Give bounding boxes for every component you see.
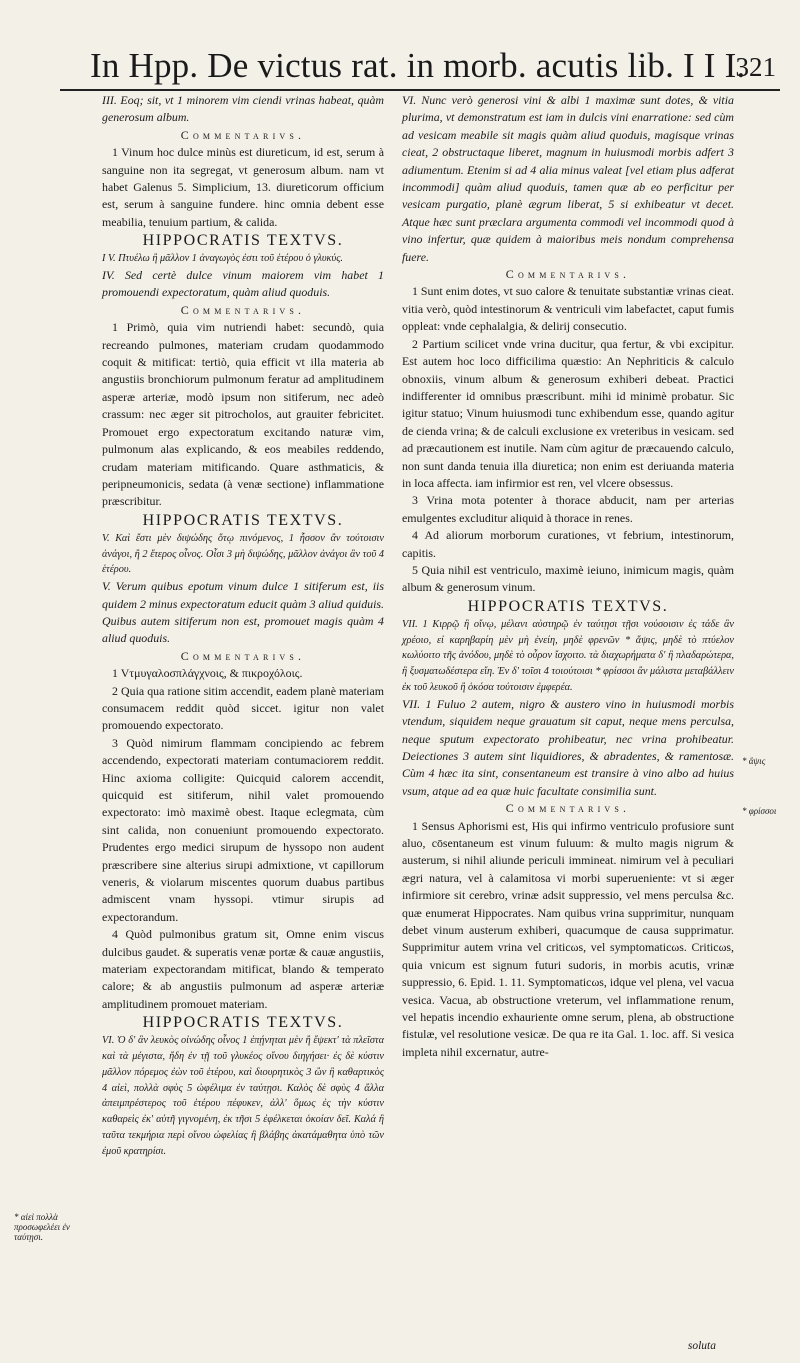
right-column — [402, 92, 734, 1061]
section-heading: HIPPOCRATIS TEXTVS. — [142, 1014, 344, 1032]
section-heading: HIPPOCRATIS TEXTVS. — [142, 511, 344, 529]
greek-text: VI. Ὁ δ' ἂν λευκὸς οἰνώδης οἶνος 1 ἐπῄνηται μὲν ἢ ἔψεκτ' τὰ πλεῖστα καὶ τὰ μέγιστα, ἤδη ἐν τῇ τοῦ γλυκέος οἴνου διηγήσει· ἐς δὲ κύστιν μᾶλλον πόρεμος ἐὼν τοῦ ἑτέρου, καὶ διουρητικὸς 3 ὢν ἢ καθαρτικὸς 4 αἰεὶ, πολλὰ σφὺς 5 ὠφέλιμα ἐν ταύτῃσι. Καλὸς δὲ σφὺς 4 ἄλλα ἀπειμπρέστερος τοῦ ἑτέρου πέφυκεν, ἀλλ' ὅμως ἐς τὴν κύστιν καθαρεὶς ἐκ' αὐτῆ γιγνομένη, ἐκ τῆσι 5 ἐφέλκεται ὁκοίαν δεῖ. Καλά ἢ ταῦτα τεκμήρια περὶ οἴνου ὠφελίας ἢ βλάβης ἀκατάμαθητα ὑπὸ τῶν ἐμοῦ κρατηρίσι. — [102, 1035, 384, 1157]
greek-text: I V. Πτυέλω ἢ μᾶλλον 1 ἀναγωγὸς ἐστι τοῦ ἑτέρου ὁ γλυκύς. — [102, 253, 343, 265]
commentary-heading: Commentarivs. — [180, 127, 306, 142]
margin-note-left: * αἰεὶ πολλὰ προσωφελέει ἐν ταύτῃσι. — [14, 1212, 70, 1242]
commentary-paragraph: 3 Vrina mota potenter à thorace abducit, nam per arterias emulgentes excluditur aliquid à thorace in renes. — [402, 493, 734, 525]
commentary-paragraph: 1 Sensus Aphorismi est, His qui infirmo ventriculo profusiore sunt aluo, cōsentaneum est vinum fuluum: & multo magis nigrum & austerum, si nihil aliunde periculi immineat. nimirum vel à peculiari ægri natura, vel à calamitosa vi morbi superueniente: vt si æger infirmiore sit cerebro, vrinæ adsit suppressio, vel mens perculsa &c. quæ enumerat Hippocrates. Nam quibus vrina supprimitur, nunquam debet vinum austerum exhiberi, quacumque de causa supprimatur. Supprimitur autem vrina vel criticωs, vel symptomaticωs. Criticωs, quia vnicum est signum futuri sudoris, in morbis acutis, vrinæ suppressio, 6. Epid. 1. 11. Symptomaticωs, idque vel plena, vel vacua vesica. Vacua, ab obstructione vreterum, vel inflammatione renum, vel hepatis incendio exhauriente omne serum, plena, ab obstructione fistulæ, vel resolutione vesicæ. De qua re ita Gal. 1. loc. aff. Si vesica impleta nihil excernatur, autre- — [402, 818, 734, 1059]
margin-note-right-1: * ἅψις — [742, 756, 766, 766]
commentary-paragraph: 3 Quòd nimirum flammam concipiendo ac febrem accendendo, expectorati materiam contumaciorem reddit. Hinc axioma colligite: Quicquid calorem accendit, quicquid est sitiferum, nihil valet promouendo expectorato: imò maximè obest. Itaque eclegmata, cùm sint calida, non conueniunt promouendo expectorato. Prudentes ergo medici sirupum de hyssopo non audent præscribere sine alterius sirupi admixtione, vt capillorum veneris, & violarum miscentes quorum duabus partibus admiscent vnam hyssopi. vtimur sirupis ad expectorandum. — [102, 735, 384, 924]
commentary-heading: Commentarivs. — [180, 302, 306, 317]
greek-text: V. Καὶ ἔστι μὲν διψώδης ὅτῳ πινόμενος, 1 ἧσσον ἂν τούτοισιν ἀνάγοι, ἢ 2 ἕτερος οἶνος. Οἷσι 3 μὴ διψώδης, μᾶλλον ἀνάγοι ἂν τοῦ 4 ἑτέρου. — [102, 532, 384, 576]
running-header — [60, 45, 780, 91]
commentary-paragraph: 1 Sunt enim dotes, vt suo calore & tenuitate substantiæ vrinas cieat. vitia verò, quòd intestinorum & ventriculi vim labefactet, caput fumis oppleat: vnde cephalalgia, & delirij consecutio. — [402, 284, 734, 334]
commentary-heading: Commentarivs. — [180, 648, 306, 663]
latin-translation: IV. Sed certè dulce vinum maiorem vim habet 1 promouendi expectoratum, quàm aliud quoduis. — [102, 268, 384, 300]
margin-note-right-2: * φρίσσοι — [742, 806, 777, 816]
commentary-paragraph: 5 Quia nihil est ventriculo, maximè ieiuno, inimicum magis, quàm album & generosum vinum. — [402, 562, 734, 595]
catchword: soluta — [687, 1340, 716, 1352]
section-heading: HIPPOCRATIS TEXTVS. — [467, 597, 669, 615]
running-title: In Hpp. De victus rat. in morb. acutis lib. I I I. — [90, 46, 746, 85]
commentary-paragraph: 1 Vinum hoc dulce minùs est diureticum, id est, serum à sanguine non ita segregat, vt generosum album. nam vt habet Galenus 5. Simplicium, 13. diureticorum officium est, serum à sanguine fundere. hinc omnia debent esse meabilia, tenuium partium, & calida. — [102, 145, 384, 229]
greek-text: VII. 1 Κιρρῷ ἢ οἴνῳ, μέλανι αὐστηρῷ ἐν ταύτῃσι τῇσι νούσοισιν ἐς τάδε ἂν χρέοιο, εἰ καρηβαρίη μὲν μὴ ἐνείη, μηδὲ φρενῶν * ἅψις, μηδὲ τὸ πτύελον κωλύοιτο τῆς ἀνόδου, μηδὲ τὸ οὖρον ἴσχοιτο. τὰ διαχωρήματα δ' ἢ πλαδαρώτερα, ἢ ξυσματωδέστερα εἴη. Ἐν δ' τοῖσι 4 τοιούτοισι * φρίσσοι ἂν μάλιστα μεταβάλλειν ἐκ τοῦ λευκοῦ ἢ ὁκόσα τούτοισιν ἐμφερέα. — [402, 618, 734, 693]
commentary-paragraph: 1 Vτμυγαλοσπλάγχνοις, & πικροχόλοις. — [112, 666, 303, 681]
commentary-paragraph: 1 Primò, quia vim nutriendi habet: secundò, quia recreando pulmones, materiam crudam quodammodo coquit & mitificat: tertiò, quia efficit vt illa materia ab angustiis bronchiorum pulmonum feratur ad amplitudinem asperæ arteriæ, modò ipsum non sitiferum, nec adeò crassum: nec æger sit pitrocholos, aut grauiter febricitet. Promouet ergo expectoratum excitando naturæ vim, pulmonum alas explicando, & eos meabiles reddendo, crudam materiam mitificando. Quare asthmaticis, & peripneumonicis, sedata (à venæ sectione) inflammatione præscribitur. — [102, 320, 384, 509]
page-number: 321 — [735, 52, 776, 82]
latin-translation: V. Verum quibus epotum vinum dulce 1 sitiferum est, iis quidem 2 minus expectoratum educit quàm 3 aliud quiduis. Quibus autem sitiferum non est, promouet magis quàm 4 aliud quoduis. — [102, 579, 384, 646]
commentary-paragraph: 4 Quòd pulmonibus gratum sit, Omne enim viscus dulcibus gaudet. & superatis venæ portæ & cauæ angustiis, materiam expectorandam mitificat, blando & temperato calore; & ab angustiis pulmonum ad asperæ arteriæ amplitudinem promouet materiam. — [102, 927, 384, 1011]
commentary-heading: Commentarivs. — [505, 267, 631, 282]
commentary-paragraph: 2 Partium scilicet vnde vrina ducitur, qua fertur, & vbi excipitur. Est autem hoc loco difficilima quæstio: An Nephriticis & calculo obnoxiis, vinum album & generosum exhiberi debeat. Practici indifferenter id omnibus præscribunt. mihi id minimè probatur. Sic igitur statuo; Vinum huiusmodi tunc exhibendum esse, quando agitur de cienda vrina; & de calculi exclusione ex vreteribus in vesicam. sed ad præcautionem est inutile. Nam cùm agitur de præcauendo calculo, non sunt danda tenuia illa diuretica; non enim est deriuanda materia in loca affecta. iam infirmior est ren, vel vlcere obsessus. — [402, 336, 734, 490]
left-column — [102, 92, 384, 1160]
commentary-paragraph: 4 Ad aliorum morborum curationes, vt febrium, intestinorum, capitis. — [402, 528, 734, 560]
latin-translation: VII. 1 Fuluo 2 autem, nigro & austero vino in huiusmodi morbis vtendum, siquidem neque grauatum sit caput, neque mens perculsa, neque sputum expectorato prohibeatur, nec vrina prohibeatur. Deiectiones 3 autem sint liquidiores, & abradentes, & ramentosæ. Cùm 4 hæc ita sint, consentaneum est transire à vino albo ad huius vsum, atque ad ea quæ huic facultate consimilia sunt. — [402, 696, 734, 798]
section-heading: HIPPOCRATIS TEXTVS. — [142, 232, 344, 250]
commentary-heading: Commentarivs. — [505, 801, 631, 816]
latin-translation: VI. Nunc verò generosi vini & albi 1 maximæ sunt dotes, & vitia plurima, vt demonstratum est iam in dulcis vini enarratione: sed cùm ad vesicam meabile sit magis quàm aliud quoduis, magisque vrinas cieat, 2 obstructaque liberet, magnum in huiusmodi morbis adfert 3 adiumentum. Etenim si ad 4 alia minus valeat [vel etiam plus adferat incommodi] quàm aliud quoduis, tamen quæ ab eo perficitur per vesicam purgatio, planè ægrum liberat, 5 si exhibeatur vt decet. Atque hæc sunt præclara argumenta commodi vel incommodi quod à vino infertur, quæ quidem à maioribus meis nondum comprehensa fuere. — [402, 93, 734, 264]
commentary-paragraph: 2 Quia qua ratione sitim accendit, eadem planè materiam consumacem reddit quòd siccet. igitur non valet promouendo expectorato. — [102, 683, 384, 733]
latin-translation: III. Eoq; sit, vt 1 minorem vim ciendi vrinas habeat, quàm generosum album. — [102, 93, 384, 125]
